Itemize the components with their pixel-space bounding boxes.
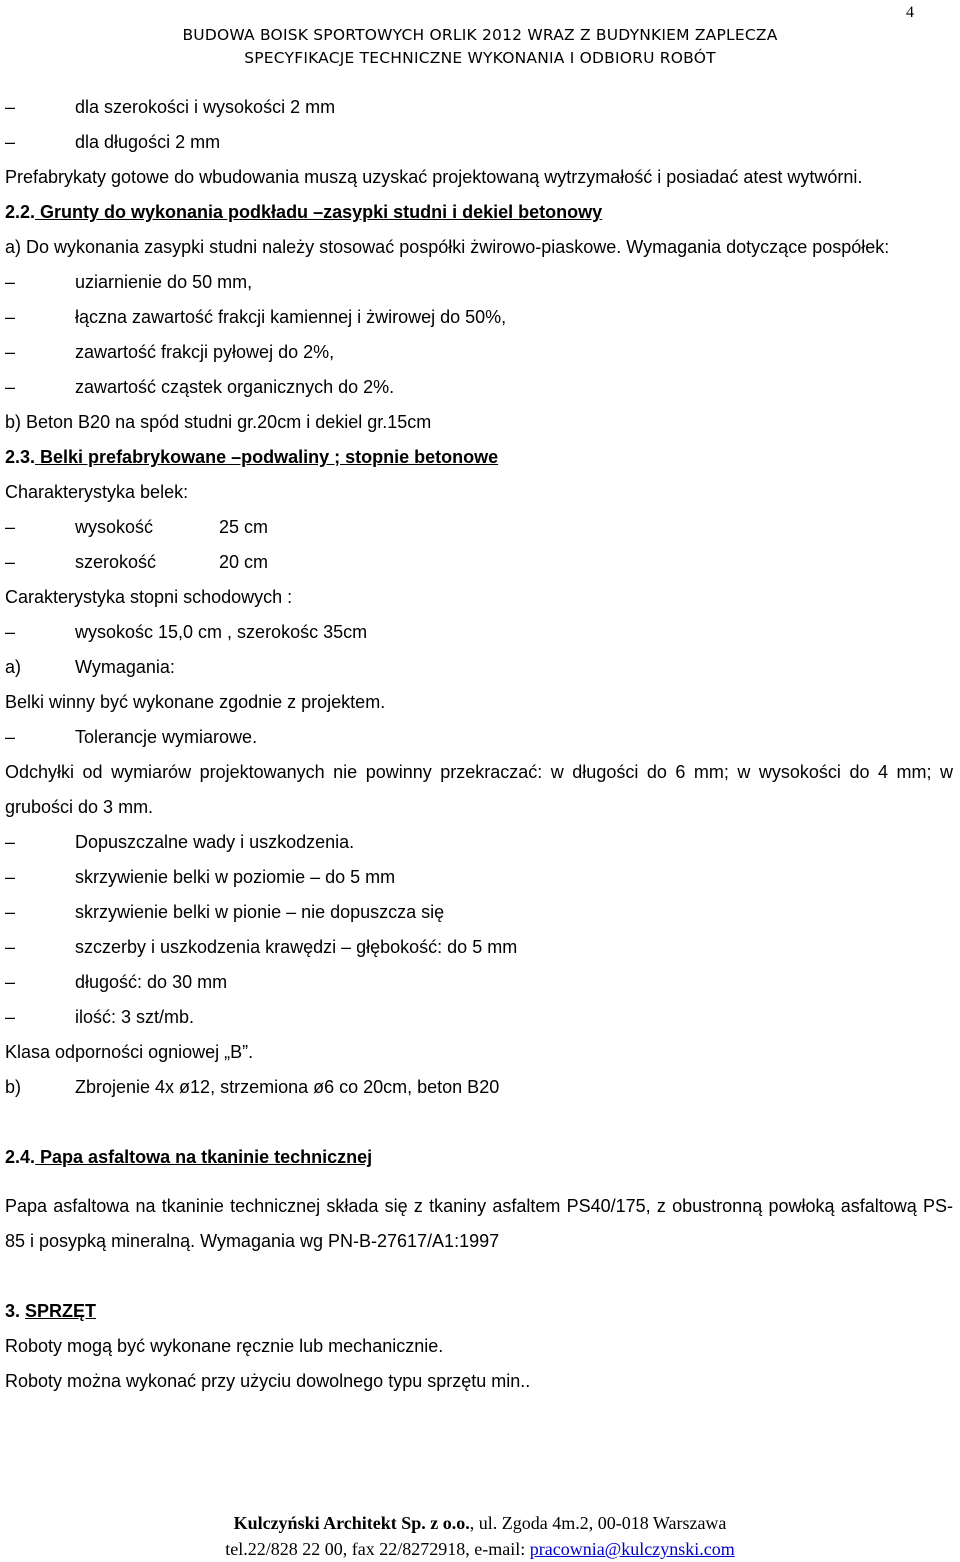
footer-company: Kulczyński Architekt Sp. z o.o. [233,1513,470,1533]
dash-bullet: – [5,307,16,327]
dash-bullet: – [5,937,16,957]
dash-bullet: – [5,867,16,887]
dash-bullet: – [5,832,16,852]
paragraph: Klasa odporności ogniowej „B”. [5,1042,254,1062]
list-item: – wysokośc 15,0 cm , szerokośc 35cm [5,615,953,650]
dash-bullet: – [5,972,16,992]
paragraph: Charakterystyka belek: [5,482,189,502]
paragraph: a) Do wykonania zasypki studni należy stosować pospółki żwirowo-piaskowe. Wymagania dotyczące pospółek: [5,237,890,257]
list-item: – dla długości 2 mm [5,125,953,160]
list-item: – skrzywienie belki w pionie – nie dopuszcza się [5,895,953,930]
section-heading-2-4: 2.4. Papa asfaltowa na tkaninie technicznej [5,1147,373,1167]
dash-bullet: – [5,902,16,922]
list-item: – zawartość frakcji pyłowej do 2%, [5,335,953,370]
dimension-row: – szerokość 20 cm [5,545,953,580]
labeled-item: b) Zbrojenie 4x ø12, strzemiona ø6 co 20cm, beton B20 [5,1077,500,1097]
document-header [0,24,960,70]
dash-bullet: – [5,727,16,747]
section-heading-2-3: 2.3. Belki prefabrykowane –podwaliny ; stopnie betonowe [5,447,499,467]
dash-bullet: – [5,377,16,397]
paragraph: Papa asfaltowa na tkaninie technicznej składa się z tkaniny asfaltem PS40/175, z obustronną powłoką asfaltową PS-85 i posypką mineralną. Wymagania wg PN-B-27617/A1:1997 [5,1196,953,1251]
dash-bullet: – [5,552,16,572]
header-title: BUDOWA BOISK SPORTOWYCH ORLIK 2012 WRAZ Z BUDYNKIEM ZAPLECZA [182,26,778,44]
dash-bullet: – [5,132,16,152]
list-item: – szczerby i uszkodzenia krawędzi – głębokość: do 5 mm [5,930,953,965]
list-item: – długość: do 30 mm [5,965,953,1000]
list-item: – Tolerancje wymiarowe. [5,720,953,755]
paragraph: Roboty mogą być wykonane ręcznie lub mechanicznie. [5,1336,444,1356]
dash-bullet: – [5,97,16,117]
section-heading-2-2: 2.2. Grunty do wykonania podkładu –zasypki studni i dekiel betonowy [5,202,603,222]
document-footer [0,1510,960,1562]
dimension-row: – wysokość 25 cm [5,510,953,545]
paragraph: Belki winny być wykonane zgodnie z projektem. [5,692,386,712]
paragraph: Odchyłki od wymiarów projektowanych nie powinny przekraczać: w długości do 6 mm; w wysokości do 4 mm; w grubości do 3 mm. [5,762,953,817]
paragraph: Carakterystyka stopni schodowych : [5,587,293,607]
dash-bullet: – [5,1007,16,1027]
list-item: – zawartość cząstek organicznych do 2%. [5,370,953,405]
paragraph: Prefabrykaty gotowe do wbudowania muszą uzyskać projektowaną wytrzymałość i posiadać atest wytwórni. [5,167,863,187]
footer-email-link[interactable]: pracownia@kulczynski.com [529,1539,735,1559]
dash-bullet: – [5,622,16,642]
list-item: – skrzywienie belki w poziomie – do 5 mm [5,860,953,895]
section-heading-3: 3. SPRZĘT [5,1301,97,1321]
dash-bullet: – [5,272,16,292]
footer-contact: tel.22/828 22 00, fax 22/8272918, e-mail: [225,1539,530,1559]
page-number: 4 [906,4,914,21]
list-item: – uziarnienie do 50 mm, [5,265,953,300]
paragraph: Roboty można wykonać przy użyciu dowolnego typu sprzętu min.. [5,1371,531,1391]
list-item: – dla szerokości i wysokości 2 mm [5,90,953,125]
paragraph: b) Beton B20 na spód studni gr.20cm i dekiel gr.15cm [5,412,432,432]
header-subtitle: SPECYFIKACJE TECHNICZNE WYKONANIA I ODBIORU ROBÓT [244,49,716,67]
dash-bullet: – [5,342,16,362]
list-item: – Dopuszczalne wady i uszkodzenia. [5,825,953,860]
list-item: – łączna zawartość frakcji kamiennej i żwirowej do 50%, [5,300,953,335]
list-item: – ilość: 3 szt/mb. [5,1000,953,1035]
labeled-item: a) Wymagania: [5,657,175,677]
dash-bullet: – [5,517,16,537]
footer-address: , ul. Zgoda 4m.2, 00-018 Warszawa [469,1513,727,1533]
document-body [5,90,953,1399]
